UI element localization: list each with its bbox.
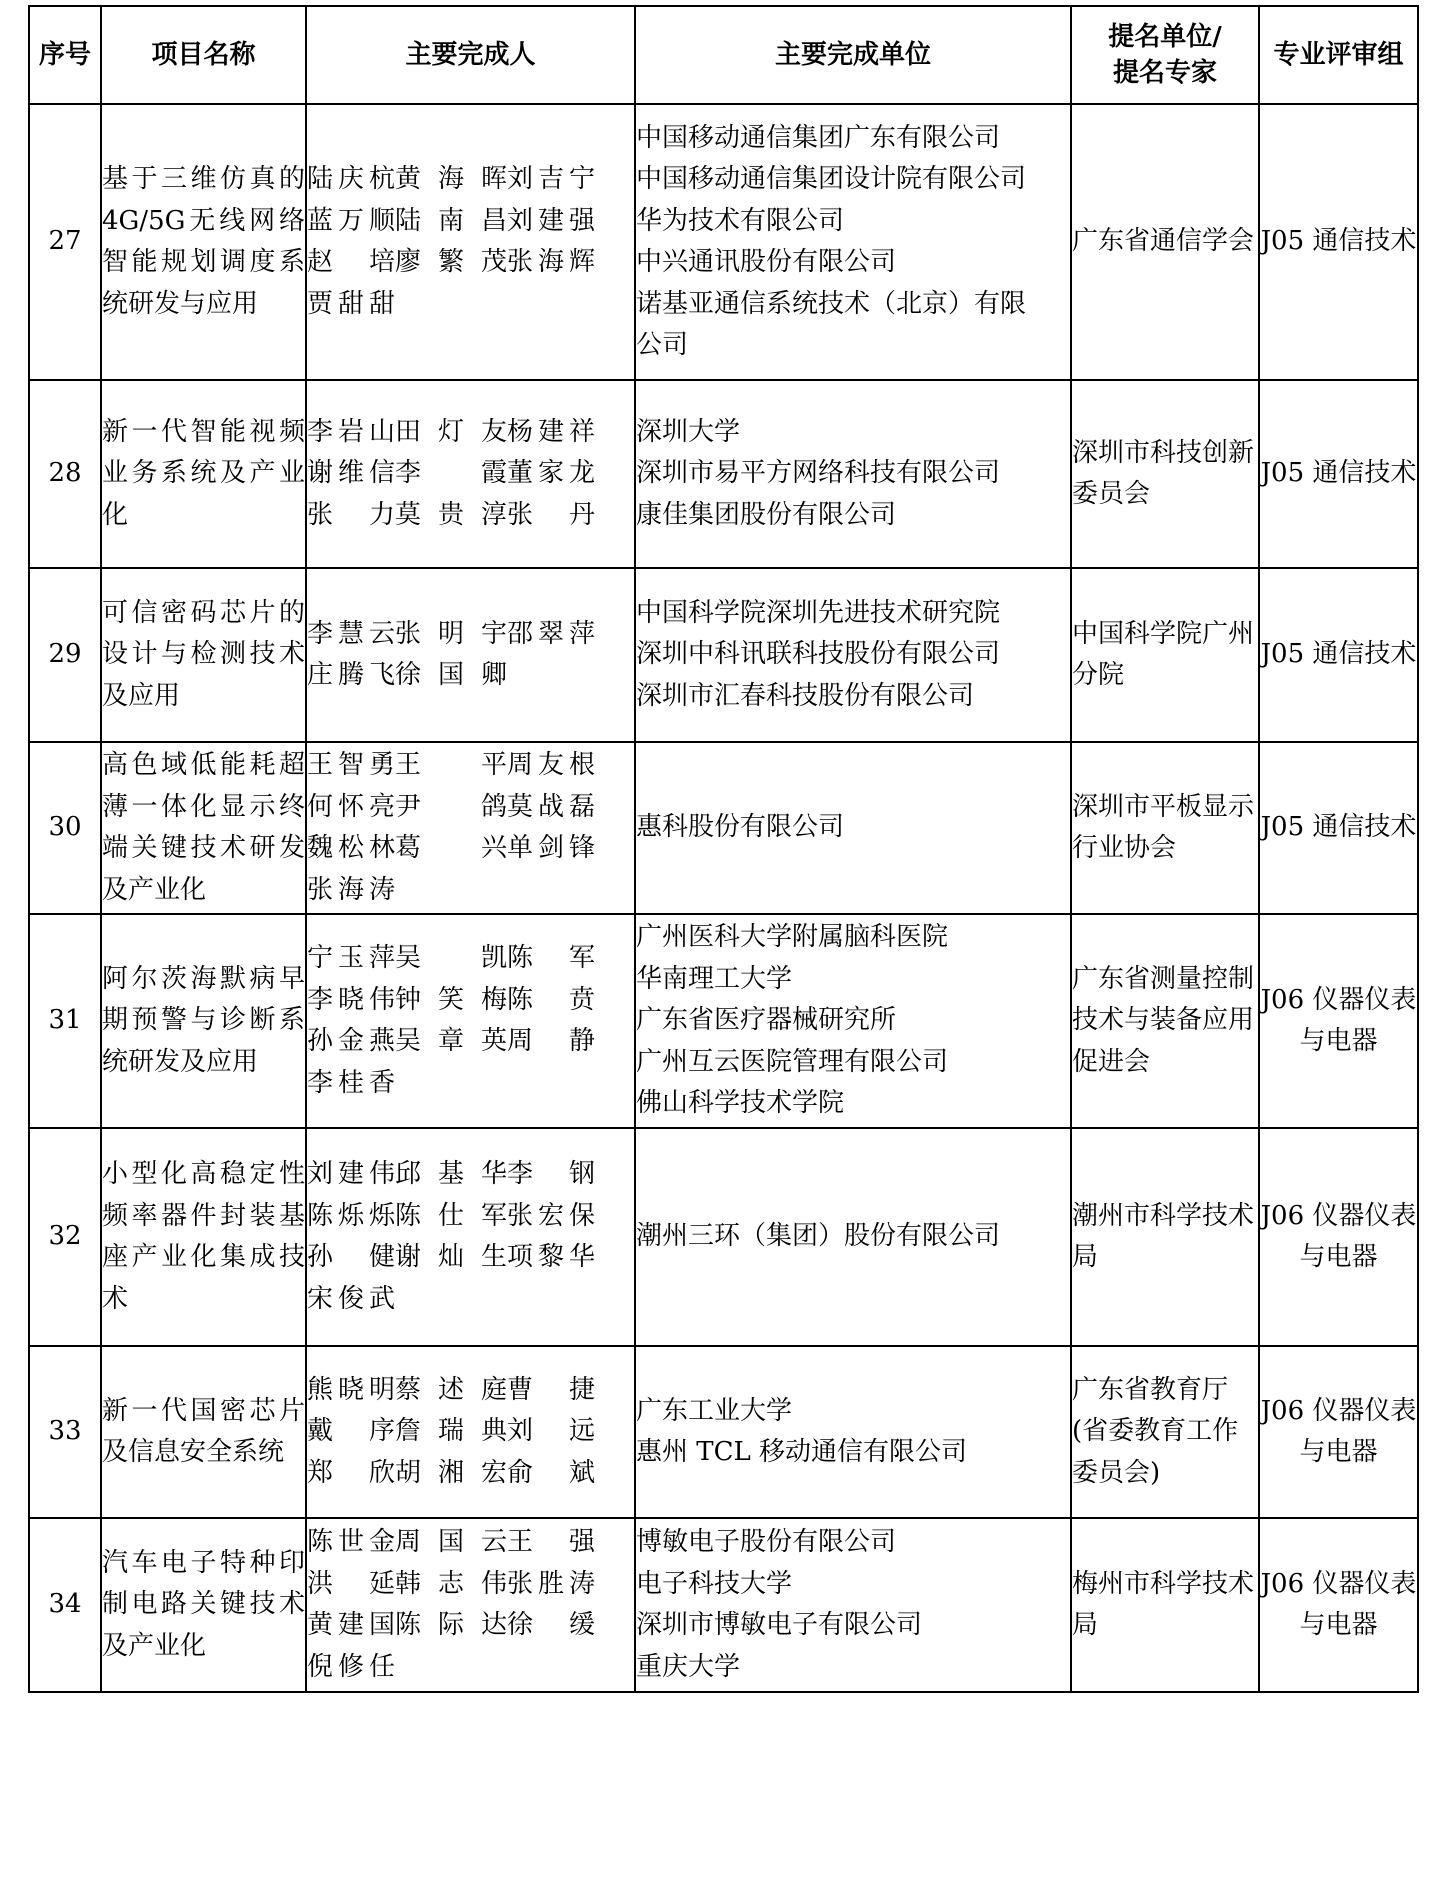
- contributor-name: 李慧云: [307, 618, 395, 649]
- contributor-name: [395, 1279, 507, 1321]
- award-table: [28, 5, 1419, 1693]
- table-row: [29, 1346, 1418, 1518]
- contributor-name: 钟笑梅: [395, 984, 507, 1015]
- contributor-name: 杨建祥: [507, 416, 595, 447]
- review-group: J05 通信技术: [1259, 380, 1418, 568]
- project-name: 高色域低能耗超薄一体化显示终端关键技术研发及产业化: [101, 742, 306, 914]
- nominator: 潮州市科学技术局: [1071, 1128, 1259, 1346]
- nominator: 广东省通信学会: [1071, 104, 1259, 380]
- unit-name: 广东省医疗器械研究所: [636, 1005, 897, 1036]
- contributor-name: 单剑锋: [507, 833, 595, 863]
- unit-name: 华南理工大学: [636, 963, 793, 994]
- contributor-name: 陆庆杭: [307, 164, 395, 194]
- contributor-name: 詹瑞典: [395, 1416, 507, 1447]
- contributor-name: 刘建强: [507, 205, 595, 236]
- contributor-name: 赵 培: [307, 247, 395, 277]
- contributor-name: 李 钢: [507, 1159, 595, 1189]
- unit-name: 广东工业大学: [636, 1395, 793, 1426]
- unit-name: 华为技术有限公司: [636, 205, 845, 236]
- table-row: [29, 104, 1418, 380]
- contributor-name: 魏松林: [307, 833, 395, 863]
- nominator: 广东省测量控制技术与装备应用促进会: [1071, 914, 1259, 1128]
- unit-name: 深圳市易平方网络科技有限公司: [636, 458, 1001, 489]
- contributor-name: 李岩山: [307, 416, 395, 447]
- contributor-name: 戴 序: [307, 1416, 395, 1447]
- unit-name: 博敏电子股份有限公司: [636, 1527, 897, 1557]
- unit-name: 广州医科大学附属脑科医院: [636, 922, 949, 953]
- main-contributors: [306, 104, 635, 380]
- main-contributors: [306, 568, 635, 742]
- main-contributors: [306, 1346, 635, 1518]
- nominator: 深圳市平板显示行业协会: [1071, 742, 1259, 914]
- unit-name: 惠州 TCL 移动通信有限公司: [636, 1437, 968, 1467]
- unit-name: 重庆大学: [636, 1651, 741, 1682]
- table-row: [29, 568, 1418, 742]
- contributor-name: [395, 1063, 507, 1105]
- contributor-name: 刘建伟: [307, 1159, 395, 1189]
- contributor-name: 张胜涛: [507, 1568, 595, 1599]
- contributor-name: 洪 延: [307, 1568, 395, 1599]
- contributor-name: 谢维信: [307, 458, 395, 489]
- contributor-name: 李桂香: [307, 1067, 395, 1098]
- contributor-name: 曹 捷: [507, 1374, 595, 1405]
- contributor-name: 张海涛: [307, 874, 395, 905]
- row-number: 31: [29, 914, 101, 1128]
- main-contributors: [306, 380, 635, 568]
- project-name: 汽车电子特种印制电路关键技术及产业化: [101, 1518, 306, 1692]
- contributor-name: 吴 凯: [395, 943, 507, 973]
- header-nominator: [1071, 6, 1259, 104]
- contributor-line: [307, 1196, 634, 1238]
- contributor-name: 何怀亮: [307, 791, 395, 822]
- contributor-name: 蔡述庭: [395, 1374, 507, 1405]
- nominator: 广东省教育厅(省委教育工作委员会): [1071, 1346, 1259, 1518]
- contributor-name: 尹 鸽: [395, 791, 507, 822]
- main-units: [635, 1346, 1071, 1518]
- contributor-name: 王 强: [507, 1527, 595, 1557]
- contributor-name: 项黎华: [507, 1242, 595, 1272]
- contributor-name: 刘吉宁: [507, 164, 595, 194]
- unit-name: 深圳市汇春科技股份有限公司: [636, 680, 975, 711]
- nominator: 深圳市科技创新委员会: [1071, 380, 1259, 568]
- unit-name: 佛山科学技术学院: [636, 1088, 845, 1119]
- contributor-line: [307, 1411, 634, 1453]
- contributor-name: 陈 贲: [507, 984, 595, 1015]
- contributor-line: [307, 201, 634, 243]
- review-group: J05 通信技术: [1259, 742, 1418, 914]
- main-contributors: [306, 1518, 635, 1692]
- header-project: 项目名称: [101, 6, 306, 104]
- contributor-name: 周 静: [507, 1026, 595, 1056]
- contributor-name: [507, 1063, 595, 1105]
- contributor-name: [507, 1647, 595, 1689]
- contributor-name: [507, 870, 595, 912]
- project-name: 可信密码芯片的设计与检测技术及应用: [101, 568, 306, 742]
- contributor-name: 王智勇: [307, 750, 395, 780]
- project-name: 小型化高稳定性频率器件封装基座产业化集成技术: [101, 1128, 306, 1346]
- row-number: 28: [29, 380, 101, 568]
- project-name: 新一代国密芯片及信息安全系统: [101, 1346, 306, 1518]
- review-group: J05 通信技术: [1259, 104, 1418, 380]
- contributor-name: 倪修任: [307, 1651, 395, 1682]
- contributor-line: [307, 1237, 634, 1279]
- contributor-name: 周国云: [395, 1527, 507, 1557]
- unit-name: 广州互云医院管理有限公司: [636, 1046, 949, 1077]
- contributor-name: 王 平: [395, 750, 507, 780]
- row-number: 29: [29, 568, 101, 742]
- table-row: [29, 742, 1418, 914]
- unit-name: 中国移动通信集团设计院有限公司: [636, 164, 1027, 194]
- contributor-name: 徐 缓: [507, 1610, 595, 1640]
- unit-name: 中兴通讯股份有限公司: [636, 247, 897, 277]
- nominator: 中国科学院广州分院: [1071, 568, 1259, 742]
- row-number: 27: [29, 104, 101, 380]
- contributor-name: 庄腾飞: [307, 660, 395, 690]
- contributor-line: [307, 1522, 634, 1564]
- contributor-name: [507, 284, 595, 326]
- contributor-name: [395, 284, 507, 326]
- contributor-name: 陈烁烁: [307, 1200, 395, 1231]
- contributor-line: [307, 1453, 634, 1495]
- project-name: 基于三维仿真的4G/5G无线网络智能规划调度系统研发与应用: [101, 104, 306, 380]
- nominator: 梅州市科学技术局: [1071, 1518, 1259, 1692]
- contributor-line: [307, 870, 634, 912]
- contributor-name: 廖繁茂: [395, 247, 507, 277]
- row-number: 32: [29, 1128, 101, 1346]
- contributor-line: [307, 938, 634, 980]
- contributor-line: [307, 495, 634, 537]
- contributor-name: 贾甜甜: [307, 288, 395, 319]
- contributor-name: [507, 1279, 595, 1321]
- unit-name: 电子科技大学: [636, 1568, 793, 1599]
- row-number: 34: [29, 1518, 101, 1692]
- contributor-name: 李 霞: [395, 458, 507, 489]
- header-group: 专业评审组: [1259, 6, 1418, 104]
- contributor-name: 张明宇: [395, 618, 507, 649]
- contributor-name: 孙 健: [307, 1242, 395, 1272]
- contributor-line: [307, 1647, 634, 1689]
- contributor-name: 陈仕军: [395, 1200, 507, 1231]
- main-units: [635, 568, 1071, 742]
- contributor-name: 郑 欣: [307, 1457, 395, 1488]
- contributor-name: 董家龙: [507, 458, 595, 489]
- unit-name: 深圳中科讯联科技股份有限公司: [636, 639, 1001, 670]
- contributor-name: 陈世金: [307, 1527, 395, 1557]
- main-units: [635, 914, 1071, 1128]
- contributor-line: [307, 1564, 634, 1606]
- unit-name: 中国移动通信集团广东有限公司: [636, 122, 1001, 153]
- contributor-name: 田灯友: [395, 416, 507, 447]
- contributor-name: 莫贵淳: [395, 499, 507, 530]
- contributor-name: 邱基华: [395, 1159, 507, 1189]
- main-contributors: [306, 1128, 635, 1346]
- contributor-name: 徐国卿: [395, 660, 507, 690]
- contributor-line: [307, 828, 634, 870]
- contributor-name: 莫战磊: [507, 791, 595, 822]
- contributor-line: [307, 787, 634, 829]
- contributor-line: [307, 284, 634, 326]
- contributor-name: 李晓伟: [307, 984, 395, 1015]
- contributor-line: [307, 745, 634, 787]
- contributor-name: 邵翠萍: [507, 618, 595, 649]
- header-nominator-line1: 提名单位/: [1108, 22, 1222, 52]
- review-group: J06 仪器仪表与电器: [1259, 1518, 1418, 1692]
- header-units: 主要完成单位: [635, 6, 1071, 104]
- review-group: J06 仪器仪表与电器: [1259, 1346, 1418, 1518]
- contributor-name: 韩志伟: [395, 1568, 507, 1599]
- project-name: 阿尔茨海默病早期预警与诊断系统研发及应用: [101, 914, 306, 1128]
- contributor-name: 葛 兴: [395, 833, 507, 863]
- unit-name: 诺基亚通信系统技术（北京）有限: [636, 288, 1027, 319]
- contributor-name: 谢灿生: [395, 1242, 507, 1272]
- contributor-name: 张 力: [307, 499, 395, 530]
- review-group: J05 通信技术: [1259, 568, 1418, 742]
- contributor-line: [307, 1154, 634, 1196]
- contributor-line: [307, 655, 634, 697]
- unit-name: 康佳集团股份有限公司: [636, 499, 897, 530]
- contributor-name: 周友根: [507, 750, 595, 780]
- contributor-name: 张海辉: [507, 247, 595, 277]
- contributor-line: [307, 242, 634, 284]
- contributor-name: 蓝万顺: [307, 205, 395, 236]
- contributor-line: [307, 1021, 634, 1063]
- main-units: [635, 742, 1071, 914]
- contributor-line: [307, 614, 634, 656]
- review-group: J06 仪器仪表与电器: [1259, 914, 1418, 1128]
- contributor-name: 黄建国: [307, 1610, 395, 1640]
- main-units: [635, 1128, 1071, 1346]
- main-units: [635, 380, 1071, 568]
- contributor-name: 熊晓明: [307, 1374, 395, 1405]
- unit-name: 中国科学院深圳先进技术研究院: [636, 597, 1001, 628]
- unit-name: 潮州三环（集团）股份有限公司: [636, 1221, 1001, 1252]
- row-number: 30: [29, 742, 101, 914]
- contributor-name: 孙金燕: [307, 1026, 395, 1056]
- main-units: [635, 104, 1071, 380]
- contributor-name: 张 丹: [507, 499, 595, 530]
- unit-name: 深圳大学: [636, 416, 741, 447]
- contributor-name: 张宏保: [507, 1200, 595, 1231]
- contributor-name: 陈际达: [395, 1610, 507, 1640]
- main-contributors: [306, 742, 635, 914]
- header-row: [29, 6, 1418, 104]
- contributor-name: 刘 远: [507, 1416, 595, 1447]
- header-no: 序号: [29, 6, 101, 104]
- unit-name: 惠科股份有限公司: [636, 812, 845, 843]
- row-number: 33: [29, 1346, 101, 1518]
- table-row: [29, 914, 1418, 1128]
- contributor-name: [395, 1647, 507, 1689]
- contributor-line: [307, 980, 634, 1022]
- contributor-line: [307, 1370, 634, 1412]
- main-units: [635, 1518, 1071, 1692]
- table-row: [29, 380, 1418, 568]
- table-row: [29, 1518, 1418, 1692]
- unit-name: 公司: [636, 330, 689, 360]
- contributor-name: 黄海晖: [395, 164, 507, 194]
- project-name: 新一代智能视频业务系统及产业化: [101, 380, 306, 568]
- main-contributors: [306, 914, 635, 1128]
- unit-name: 深圳市博敏电子有限公司: [636, 1610, 923, 1640]
- contributor-name: 宋俊武: [307, 1283, 395, 1314]
- contributor-name: [507, 655, 595, 697]
- contributor-name: 陆南昌: [395, 205, 507, 236]
- contributor-line: [307, 453, 634, 495]
- contributor-line: [307, 1279, 634, 1321]
- contributor-name: 俞 斌: [507, 1457, 595, 1488]
- header-nominator-line2: 提名专家: [1112, 58, 1217, 88]
- header-people: 主要完成人: [306, 6, 635, 104]
- contributor-name: 胡湘宏: [395, 1457, 507, 1488]
- contributor-name: [395, 870, 507, 912]
- contributor-line: [307, 1063, 634, 1105]
- review-group: J06 仪器仪表与电器: [1259, 1128, 1418, 1346]
- contributor-line: [307, 412, 634, 454]
- table-row: [29, 1128, 1418, 1346]
- contributor-name: 吴章英: [395, 1026, 507, 1056]
- contributor-name: 陈 军: [507, 943, 595, 973]
- contributor-line: [307, 159, 634, 201]
- contributor-line: [307, 1605, 634, 1647]
- contributor-name: 宁玉萍: [307, 943, 395, 973]
